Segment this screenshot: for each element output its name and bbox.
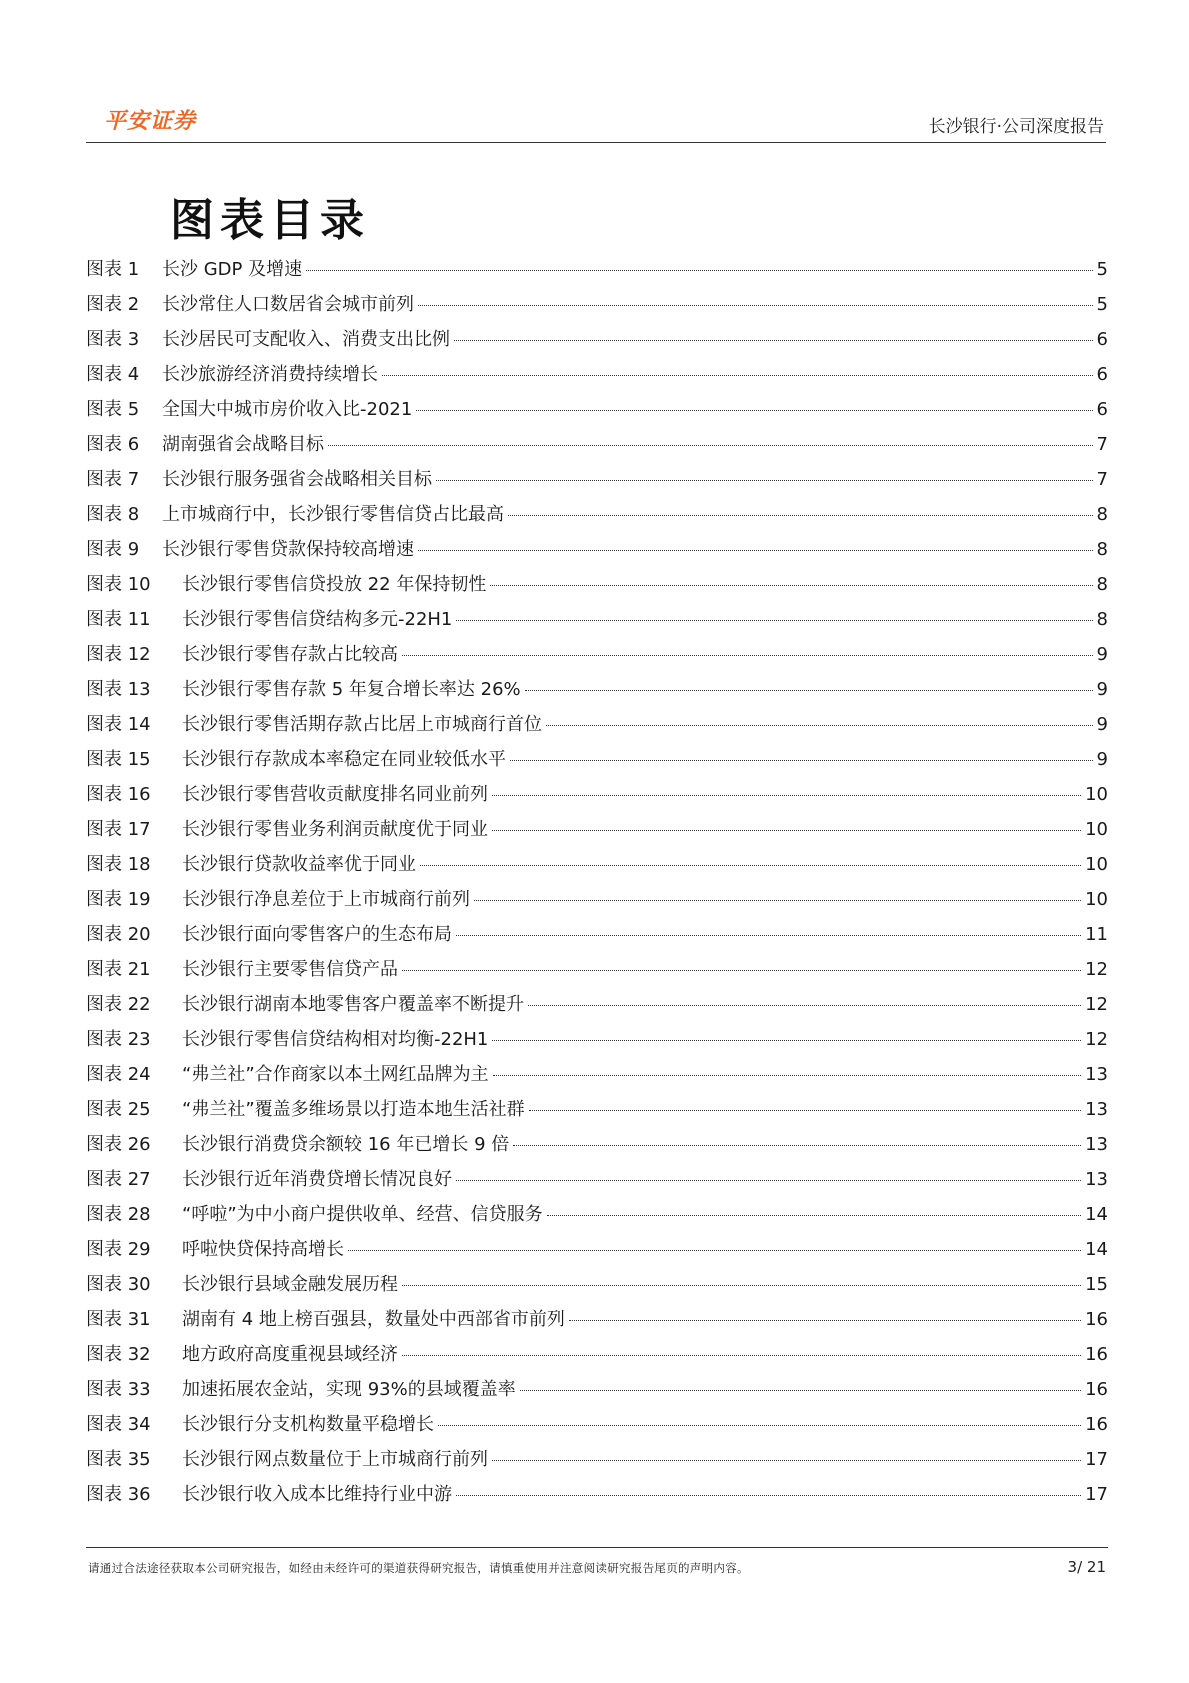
toc-entry[interactable] [86, 465, 1108, 500]
toc-entry-title: “弗兰社”覆盖多维场景以打造本地生活社群 [182, 1099, 525, 1120]
toc-entry[interactable] [86, 290, 1108, 325]
toc-entry-title: 长沙银行主要零售信贷产品 [182, 959, 398, 980]
toc-entry[interactable] [86, 1025, 1108, 1060]
toc-entry-title: 长沙银行服务强省会战略相关目标 [162, 469, 432, 490]
figure-table-of-contents [86, 255, 1108, 1515]
toc-entry-title: 长沙银行零售信贷结构多元-22H1 [182, 609, 453, 630]
toc-entry-label: 图表 10 [86, 574, 151, 595]
toc-entry[interactable] [86, 1480, 1108, 1515]
toc-entry-title: 长沙银行零售贷款保持较高增速 [162, 539, 414, 560]
toc-dot-leader [528, 1005, 1081, 1006]
toc-entry-title: 长沙银行收入成本比维持行业中游 [182, 1484, 452, 1505]
toc-entry-page: 17 [1085, 1449, 1108, 1470]
company-logo: 平安证券 [104, 109, 197, 134]
toc-entry-label: 图表 21 [86, 959, 151, 980]
toc-entry-page: 6 [1096, 399, 1108, 420]
toc-entry[interactable] [86, 605, 1108, 640]
toc-entry-title: 地方政府高度重视县域经济 [182, 1344, 398, 1365]
toc-dot-leader [382, 375, 1093, 376]
toc-dot-leader [402, 655, 1093, 656]
toc-entry-page: 10 [1085, 889, 1108, 910]
toc-dot-leader [525, 690, 1093, 691]
toc-entry-label: 图表 8 [86, 504, 140, 525]
toc-dot-leader [402, 1285, 1081, 1286]
toc-entry-label: 图表 30 [86, 1274, 151, 1295]
toc-entry-page: 14 [1085, 1239, 1108, 1260]
toc-entry[interactable] [86, 1200, 1108, 1235]
toc-entry[interactable] [86, 1375, 1108, 1410]
toc-entry-title: 长沙银行网点数量位于上市城商行前列 [182, 1449, 488, 1470]
toc-dot-leader [456, 1180, 1081, 1181]
toc-entry-title: 全国大中城市房价收入比-2021 [162, 399, 413, 420]
toc-entry-page: 9 [1096, 714, 1108, 735]
toc-entry-title: 湖南有 4 地上榜百强县，数量处中西部省市前列 [182, 1309, 565, 1330]
toc-entry[interactable] [86, 990, 1108, 1025]
toc-entry-label: 图表 13 [86, 679, 151, 700]
toc-entry-label: 图表 1 [86, 259, 140, 280]
toc-dot-leader [328, 445, 1093, 446]
toc-entry[interactable] [86, 640, 1108, 675]
toc-entry-page: 16 [1085, 1344, 1108, 1365]
toc-entry-page: 10 [1085, 784, 1108, 805]
toc-entry-label: 图表 28 [86, 1204, 151, 1225]
toc-entry-page: 13 [1085, 1134, 1108, 1155]
toc-entry-page: 11 [1085, 924, 1108, 945]
toc-entry[interactable] [86, 1060, 1108, 1095]
toc-entry-label: 图表 25 [86, 1099, 151, 1120]
toc-entry-title: “弗兰社”合作商家以本土网红品牌为主 [182, 1064, 489, 1085]
toc-dot-leader [456, 620, 1092, 621]
toc-entry-title: 长沙银行零售信贷投放 22 年保持韧性 [182, 574, 487, 595]
toc-entry-page: 10 [1085, 854, 1108, 875]
toc-dot-leader [513, 1145, 1081, 1146]
toc-entry-label: 图表 7 [86, 469, 140, 490]
toc-entry-label: 图表 31 [86, 1309, 151, 1330]
toc-entry-label: 图表 33 [86, 1379, 151, 1400]
toc-entry[interactable] [86, 1445, 1108, 1480]
toc-dot-leader [492, 795, 1081, 796]
toc-entry-label: 图表 5 [86, 399, 140, 420]
toc-entry-title: 长沙银行零售存款占比较高 [182, 644, 398, 665]
toc-entry-page: 13 [1085, 1099, 1108, 1120]
toc-entry[interactable] [86, 360, 1108, 395]
toc-entry-page: 5 [1096, 259, 1108, 280]
toc-entry-page: 5 [1096, 294, 1108, 315]
toc-entry[interactable] [86, 1340, 1108, 1375]
toc-entry[interactable] [86, 675, 1108, 710]
toc-dot-leader [490, 585, 1092, 586]
toc-entry[interactable] [86, 570, 1108, 605]
toc-entry-title: 长沙银行消费贷余额较 16 年已增长 9 倍 [182, 1134, 510, 1155]
toc-entry-page: 16 [1085, 1379, 1108, 1400]
toc-dot-leader [492, 1040, 1081, 1041]
toc-entry-label: 图表 26 [86, 1134, 151, 1155]
toc-entry-title: 长沙银行近年消费贷增长情况良好 [182, 1169, 452, 1190]
toc-dot-leader [402, 970, 1081, 971]
toc-dot-leader [456, 1495, 1081, 1496]
toc-dot-leader [454, 340, 1093, 341]
toc-entry-title: 加速拓展农金站，实现 93%的县域覆盖率 [182, 1379, 516, 1400]
toc-entry[interactable] [86, 325, 1108, 360]
toc-entry-label: 图表 27 [86, 1169, 151, 1190]
toc-entry-label: 图表 35 [86, 1449, 151, 1470]
toc-entry-label: 图表 29 [86, 1239, 151, 1260]
toc-entry-label: 图表 23 [86, 1029, 151, 1050]
toc-entry-page: 16 [1085, 1309, 1108, 1330]
toc-dot-leader [508, 515, 1093, 516]
toc-entry[interactable] [86, 430, 1108, 465]
toc-entry-page: 13 [1085, 1064, 1108, 1085]
toc-entry-page: 13 [1085, 1169, 1108, 1190]
toc-entry-title: 上市城商行中，长沙银行零售信贷占比最高 [162, 504, 504, 525]
toc-entry-label: 图表 2 [86, 294, 140, 315]
toc-dot-leader [529, 1110, 1081, 1111]
toc-entry-label: 图表 16 [86, 784, 151, 805]
toc-entry[interactable] [86, 710, 1108, 745]
toc-entry-title: 长沙居民可支配收入、消费支出比例 [162, 329, 450, 350]
toc-entry-label: 图表 36 [86, 1484, 151, 1505]
toc-dot-leader [438, 1425, 1081, 1426]
toc-entry-label: 图表 4 [86, 364, 140, 385]
toc-entry-label: 图表 15 [86, 749, 151, 770]
toc-entry-page: 9 [1096, 644, 1108, 665]
toc-entry-title: 湖南强省会战略目标 [162, 434, 324, 455]
toc-entry[interactable] [86, 850, 1108, 885]
toc-entry-page: 9 [1096, 749, 1108, 770]
toc-entry-page: 7 [1096, 434, 1108, 455]
toc-entry[interactable] [86, 1270, 1108, 1305]
toc-dot-leader [492, 1460, 1081, 1461]
toc-entry[interactable] [86, 1095, 1108, 1130]
toc-entry-title: 长沙银行零售活期存款占比居上市城商行首位 [182, 714, 542, 735]
toc-entry-label: 图表 9 [86, 539, 140, 560]
toc-entry-page: 6 [1096, 364, 1108, 385]
toc-entry-title: 长沙银行贷款收益率优于同业 [182, 854, 416, 875]
toc-entry-label: 图表 11 [86, 609, 151, 630]
toc-entry[interactable] [86, 955, 1108, 990]
toc-entry[interactable] [86, 745, 1108, 780]
disclaimer-note: 请通过合法途径获取本公司研究报告，如经由未经许可的渠道获得研究报告，请慎重使用并注意阅读研究报告尾页的声明内容。 [88, 1561, 749, 1575]
toc-dot-leader [416, 410, 1092, 411]
toc-entry[interactable] [86, 1305, 1108, 1340]
toc-entry[interactable] [86, 885, 1108, 920]
toc-entry-page: 8 [1096, 609, 1108, 630]
toc-entry[interactable] [86, 780, 1108, 815]
toc-entry[interactable] [86, 1165, 1108, 1200]
page-footer [86, 1547, 1108, 1588]
toc-entry[interactable] [86, 815, 1108, 850]
document-label: 长沙银行·公司深度报告 [928, 117, 1104, 137]
toc-entry[interactable] [86, 500, 1108, 535]
toc-entry-label: 图表 34 [86, 1414, 151, 1435]
toc-entry-page: 9 [1096, 679, 1108, 700]
toc-entry-label: 图表 3 [86, 329, 140, 350]
toc-entry[interactable] [86, 1410, 1108, 1445]
toc-entry-page: 16 [1085, 1414, 1108, 1435]
toc-entry-label: 图表 17 [86, 819, 151, 840]
toc-entry-title: 长沙银行零售业务利润贡献度优于同业 [182, 819, 488, 840]
page-number: 3/ 21 [1067, 1558, 1106, 1576]
toc-dot-leader [306, 270, 1092, 271]
toc-dot-leader [520, 1390, 1081, 1391]
toc-entry-title: 长沙银行零售营收贡献度排名同业前列 [182, 784, 488, 805]
toc-entry[interactable] [86, 535, 1108, 570]
toc-entry[interactable] [86, 1130, 1108, 1165]
toc-entry-page: 12 [1085, 959, 1108, 980]
toc-entry-page: 12 [1085, 994, 1108, 1015]
toc-entry-label: 图表 18 [86, 854, 151, 875]
toc-entry-label: 图表 6 [86, 434, 140, 455]
toc-dot-leader [547, 1215, 1081, 1216]
page-header [86, 100, 1106, 143]
toc-dot-leader [493, 1075, 1081, 1076]
toc-entry-title: 长沙银行县域金融发展历程 [182, 1274, 398, 1295]
toc-entry-label: 图表 32 [86, 1344, 151, 1365]
toc-entry-page: 15 [1085, 1274, 1108, 1295]
toc-dot-leader [402, 1355, 1081, 1356]
toc-dot-leader [492, 830, 1081, 831]
toc-entry-label: 图表 22 [86, 994, 151, 1015]
toc-entry-title: 长沙银行零售存款 5 年复合增长率达 26% [182, 679, 521, 700]
toc-entry-page: 17 [1085, 1484, 1108, 1505]
toc-entry-title: 长沙银行净息差位于上市城商行前列 [182, 889, 470, 910]
toc-entry-label: 图表 24 [86, 1064, 151, 1085]
toc-entry-title: “呼啦”为中小商户提供收单、经营、信贷服务 [182, 1204, 543, 1225]
toc-dot-leader [436, 480, 1093, 481]
toc-entry-label: 图表 19 [86, 889, 151, 910]
toc-entry-title: 长沙银行面向零售客户的生态布局 [182, 924, 452, 945]
toc-entry-title: 长沙银行零售信贷结构相对均衡-22H1 [182, 1029, 489, 1050]
toc-dot-leader [474, 900, 1081, 901]
toc-entry-page: 10 [1085, 819, 1108, 840]
toc-entry-title: 长沙旅游经济消费持续增长 [162, 364, 378, 385]
toc-entry[interactable] [86, 1235, 1108, 1270]
toc-dot-leader [456, 935, 1081, 936]
toc-dot-leader [569, 1320, 1081, 1321]
toc-entry-page: 8 [1096, 539, 1108, 560]
page-title: 图表目录 [170, 195, 370, 246]
toc-entry[interactable] [86, 920, 1108, 955]
toc-entry-page: 8 [1096, 504, 1108, 525]
toc-dot-leader [418, 305, 1093, 306]
toc-dot-leader [510, 760, 1093, 761]
toc-entry-label: 图表 20 [86, 924, 151, 945]
toc-entry-page: 6 [1096, 329, 1108, 350]
toc-entry-title: 长沙银行存款成本率稳定在同业较低水平 [182, 749, 506, 770]
toc-entry-title: 长沙银行分支机构数量平稳增长 [182, 1414, 434, 1435]
toc-entry-label: 图表 14 [86, 714, 151, 735]
toc-dot-leader [420, 865, 1081, 866]
toc-entry-title: 长沙 GDP 及增速 [162, 259, 303, 280]
toc-entry-label: 图表 12 [86, 644, 151, 665]
toc-entry-title: 长沙常住人口数居省会城市前列 [162, 294, 414, 315]
toc-dot-leader [546, 725, 1093, 726]
toc-dot-leader [348, 1250, 1081, 1251]
toc-entry[interactable] [86, 255, 1108, 290]
toc-entry-page: 7 [1096, 469, 1108, 490]
toc-entry-page: 12 [1085, 1029, 1108, 1050]
toc-entry[interactable] [86, 395, 1108, 430]
toc-entry-title: 长沙银行湖南本地零售客户覆盖率不断提升 [182, 994, 524, 1015]
toc-dot-leader [418, 550, 1093, 551]
toc-entry-title: 呼啦快贷保持高增长 [182, 1239, 344, 1260]
toc-entry-page: 8 [1096, 574, 1108, 595]
toc-entry-page: 14 [1085, 1204, 1108, 1225]
